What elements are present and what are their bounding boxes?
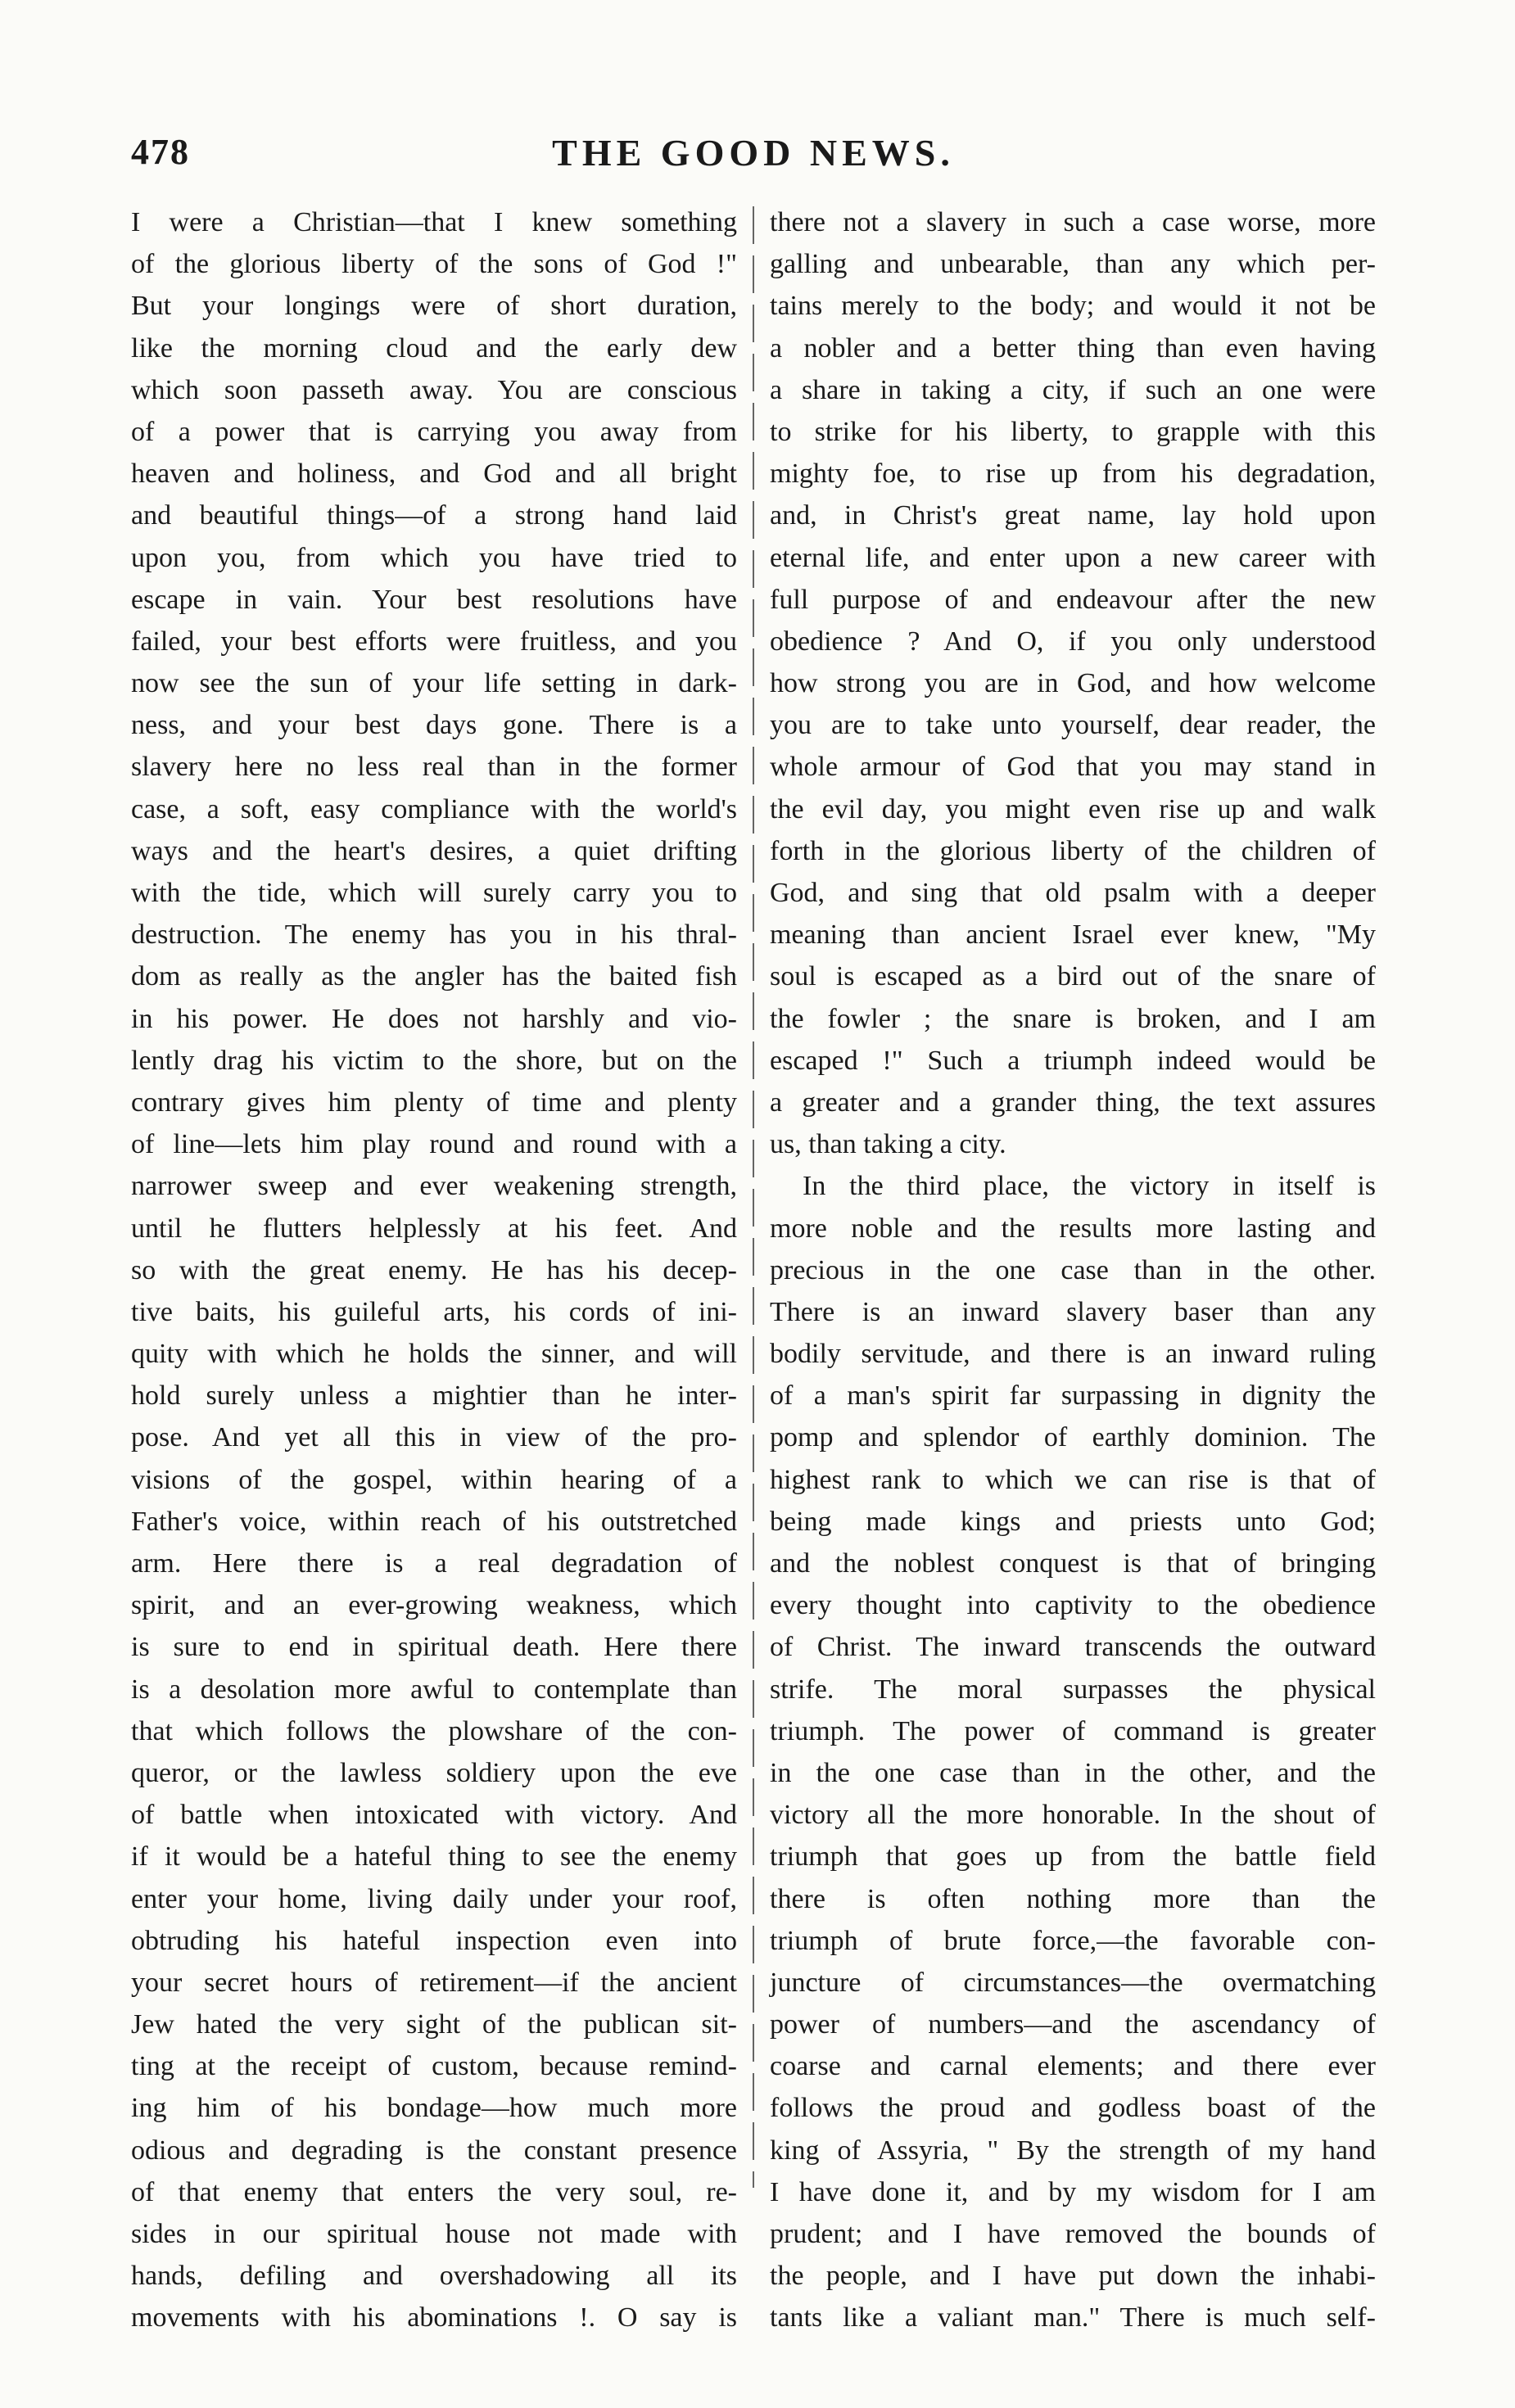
text-line: odious and degrading is the constant presence xyxy=(131,2135,737,2166)
text-line: and beautiful things—of a strong hand laid xyxy=(131,500,737,531)
text-line: case, a soft, easy compliance with the world's xyxy=(131,793,737,825)
text-line: queror, or the lawless soldiery upon the eve xyxy=(131,1757,737,1788)
running-title: THE GOOD NEWS. xyxy=(552,132,955,174)
text-line: in the one case than in the other, and the xyxy=(770,1757,1376,1788)
text-line: of a man's spirit far surpassing in dignity the xyxy=(770,1380,1376,1412)
text-line: the evil day, you might even rise up and walk xyxy=(770,793,1376,825)
text-line: upon you, from which you have tried to xyxy=(131,542,737,573)
text-line: escaped !" Such a triumph indeed would be xyxy=(770,1045,1376,1076)
text-line: failed, your best efforts were fruitless, and you xyxy=(131,626,737,657)
text-line: galling and unbearable, than any which per- xyxy=(770,249,1376,280)
text-line: that which follows the plowshare of the con- xyxy=(131,1715,737,1746)
text-line: highest rank to which we can rise is that of xyxy=(770,1464,1376,1495)
text-line: hold surely unless a mightier than he inter- xyxy=(131,1380,737,1412)
text-line: There is an inward slavery baser than any xyxy=(770,1296,1376,1327)
text-line: with the tide, which will surely carry you to xyxy=(131,878,737,908)
text-line: the fowler ; the snare is broken, and I am xyxy=(770,1003,1376,1034)
text-line: of that enemy that enters the very soul, re- xyxy=(131,2176,737,2207)
text-line: there not a slavery in such a case worse, more xyxy=(770,207,1376,237)
text-line: of Christ. The inward transcends the outward xyxy=(770,1632,1376,1663)
text-line: how strong you are in God, and how welcome xyxy=(770,668,1376,699)
text-line: tants like a valiant man." There is much self- xyxy=(770,2302,1376,2333)
text-line: eternal life, and enter upon a new career with xyxy=(770,542,1376,573)
text-line: quity with which he holds the sinner, and will xyxy=(131,1339,737,1370)
text-line: the people, and I have put down the inhabi- xyxy=(770,2261,1376,2292)
text-line: escape in vain. Your best resolutions have xyxy=(131,584,737,615)
text-line: tive baits, his guileful arts, his cords of ini- xyxy=(131,1296,737,1327)
text-line: of the glorious liberty of the sons of God !" xyxy=(131,249,737,280)
text-line: a share in taking a city, if such an one were xyxy=(770,374,1376,405)
page-header xyxy=(131,131,1376,197)
text-line: destruction. The enemy has you in his thral- xyxy=(131,919,737,951)
text-line: to strike for his liberty, to grapple with this xyxy=(770,416,1376,447)
text-line: being made kings and priests unto God; xyxy=(770,1506,1376,1537)
text-line: your secret hours of retirement—if the ancient xyxy=(131,1967,737,1998)
text-line: slavery here no less real than in the former xyxy=(131,752,737,783)
text-line: pomp and splendor of earthly dominion. The xyxy=(770,1422,1376,1453)
text-line: dom as really as the angler has the baited fish xyxy=(131,961,737,992)
text-line: lently drag his victim to the shore, but on the xyxy=(131,1045,737,1076)
text-line: heaven and holiness, and God and all bright xyxy=(131,459,737,490)
text-line: precious in the one case than in the other. xyxy=(770,1254,1376,1285)
left-column xyxy=(131,201,737,2333)
text-line: God, and sing that old psalm with a deeper xyxy=(770,878,1376,908)
text-line: power of numbers—and the ascendancy of xyxy=(770,2009,1376,2040)
text-line: prudent; and I have removed the bounds of xyxy=(770,2219,1376,2249)
text-line: visions of the gospel, within hearing of a xyxy=(131,1464,737,1495)
text-line: triumph that goes up from the battle field xyxy=(770,1841,1376,1873)
text-line: juncture of circumstances—the overmatching xyxy=(770,1967,1376,1998)
text-line: and, in Christ's great name, lay hold upon xyxy=(770,500,1376,531)
text-line: soul is escaped as a bird out of the snare of xyxy=(770,961,1376,992)
text-line: of battle when intoxicated with victory. And xyxy=(131,1800,737,1831)
text-line: which soon passeth away. You are conscious xyxy=(131,374,737,405)
text-line: like the morning cloud and the early dew xyxy=(131,332,737,364)
text-line: triumph of brute force,—the favorable con- xyxy=(770,1925,1376,1956)
text-line: bodily servitude, and there is an inward ruling xyxy=(770,1339,1376,1370)
text-line: in his power. He does not harshly and vio- xyxy=(131,1003,737,1034)
text-line: mighty foe, to rise up from his degradation, xyxy=(770,459,1376,490)
text-line: every thought into captivity to the obedience xyxy=(770,1590,1376,1621)
text-line: enter your home, living daily under your roof, xyxy=(131,1883,737,1914)
text-line: meaning than ancient Israel ever knew, "My xyxy=(770,919,1376,951)
text-line: more noble and the results more lasting and xyxy=(770,1213,1376,1244)
text-line: narrower sweep and ever weakening strength, xyxy=(131,1171,737,1202)
text-line: is sure to end in spiritual death. Here there xyxy=(131,1632,737,1663)
text-line: I were a Christian—that I knew something xyxy=(131,207,737,237)
text-line: of a power that is carrying you away from xyxy=(131,416,737,447)
text-line: so with the great enemy. He has his decep- xyxy=(131,1254,737,1285)
text-line: pose. And yet all this in view of the pro- xyxy=(131,1422,737,1453)
text-columns xyxy=(131,201,1376,2333)
text-line: if it would be a hateful thing to see the enemy xyxy=(131,1841,737,1873)
text-line: hands, defiling and overshadowing all its xyxy=(131,2261,737,2292)
text-line: triumph. The power of command is greater xyxy=(770,1715,1376,1746)
page-number: 478 xyxy=(131,132,190,172)
text-line: In the third place, the victory in itself is xyxy=(803,1171,1376,1202)
text-line: now see the sun of your life setting in dark- xyxy=(131,668,737,699)
right-column xyxy=(770,201,1376,2333)
text-line: king of Assyria, " By the strength of my hand xyxy=(770,2135,1376,2166)
text-line: there is often nothing more than the xyxy=(770,1883,1376,1914)
text-line: ing him of his bondage—how much more xyxy=(131,2093,737,2124)
text-line: strife. The moral surpasses the physical xyxy=(770,1674,1376,1705)
text-line: spirit, and an ever-growing weakness, which xyxy=(131,1590,737,1621)
text-line: of line—lets him play round and round with a xyxy=(131,1129,737,1160)
text-line: coarse and carnal elements; and there ever xyxy=(770,2051,1376,2082)
text-line: ness, and your best days gone. There is a xyxy=(131,710,737,741)
text-line: sides in our spiritual house not made with xyxy=(131,2219,737,2249)
text-line: until he flutters helplessly at his feet. And xyxy=(131,1213,737,1244)
text-line: contrary gives him plenty of time and plenty xyxy=(131,1087,737,1118)
text-line: is a desolation more awful to contemplate than xyxy=(131,1674,737,1705)
text-line: whole armour of God that you may stand in xyxy=(770,752,1376,783)
text-line: follows the proud and godless boast of the xyxy=(770,2093,1376,2124)
text-line: ting at the receipt of custom, because remind- xyxy=(131,2051,737,2082)
text-line: ways and the heart's desires, a quiet drifting xyxy=(131,835,737,866)
text-line: us, than taking a city. xyxy=(770,1129,1006,1160)
text-line: forth in the glorious liberty of the children of xyxy=(770,835,1376,866)
text-line: I have done it, and by my wisdom for I am xyxy=(770,2176,1376,2207)
text-line: full purpose of and endeavour after the new xyxy=(770,584,1376,615)
text-line: and the noblest conquest is that of bringing xyxy=(770,1548,1376,1579)
column-divider xyxy=(753,206,754,2188)
text-line: tains merely to the body; and would it not be xyxy=(770,291,1376,322)
text-line: arm. Here there is a real degradation of xyxy=(131,1548,737,1579)
text-line: But your longings were of short duration, xyxy=(131,291,737,322)
text-line: a nobler and a better thing than even having xyxy=(770,332,1376,364)
text-line: victory all the more honorable. In the shout of xyxy=(770,1800,1376,1831)
text-line: Father's voice, within reach of his outstretched xyxy=(131,1506,737,1537)
text-line: a greater and a grander thing, the text assures xyxy=(770,1087,1376,1118)
text-line: obedience ? And O, if you only understood xyxy=(770,626,1376,657)
text-line: movements with his abominations !. O say is xyxy=(131,2302,737,2333)
text-line: Jew hated the very sight of the publican sit- xyxy=(131,2009,737,2040)
text-line: obtruding his hateful inspection even into xyxy=(131,1925,737,1956)
text-line: you are to take unto yourself, dear reader, the xyxy=(770,710,1376,741)
